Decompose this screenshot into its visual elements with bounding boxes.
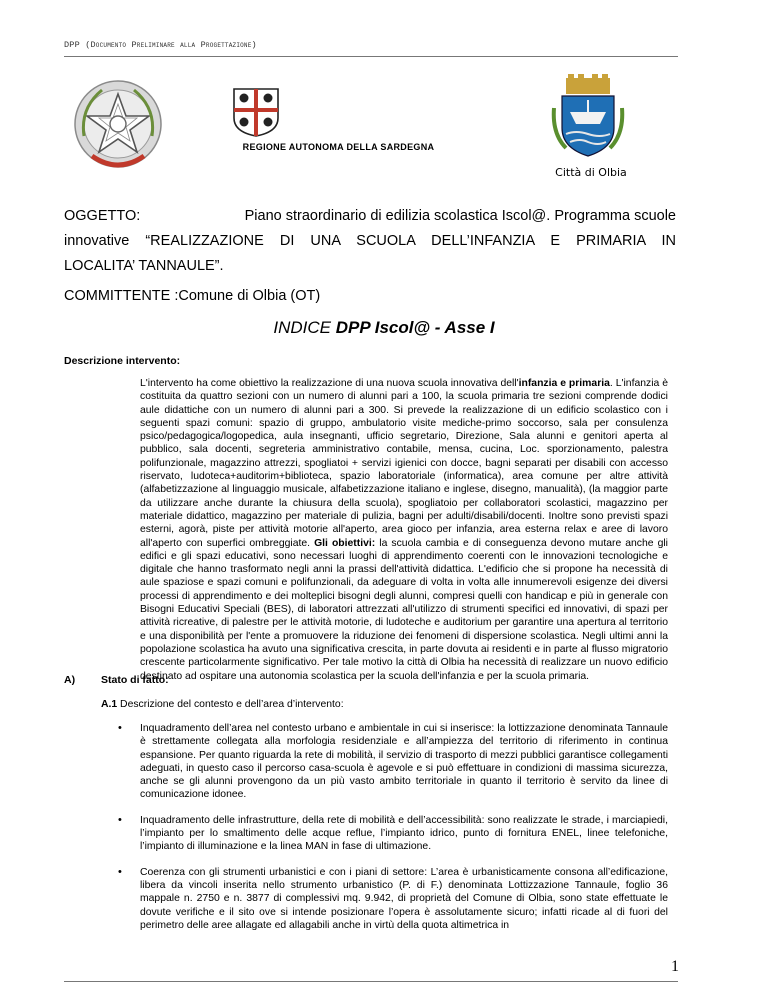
citta-di-olbia-logo xyxy=(548,74,634,179)
section-a-heading: Stato di fatto: xyxy=(101,674,169,686)
oggetto-label: OGGETTO: xyxy=(64,208,141,224)
olbia-coat-of-arms-icon xyxy=(548,74,628,164)
descrizione-paragraph: L'intervento ha come obiettivo la realizzazione di una nuova scuola innovativa dell'infanzia e primaria. L'infanzia è costituita da quattro sezioni con un numero di alunni pari a 100, la scuola primaria tre sezioni comprende dodici aule didattiche con un numero di alunni pari a 300. Si prevede la realizzazione di un edificio scolastico con i seguenti spazi comuni: spazio di gruppo, ambulatorio visite mediche-primo soccorso, sala per consulenza psico/pedagogica/logopedica, aula insegnanti, ufficio segretario, Direzione, Sala alunni e genitori aperta al pubblico, sala docenti, segreteria amministrativo contabile, mensa, cucina, Loc. sporzionamento, palestra polifunzionale, magazzino attrezzi, spogliatoi + servizi igienici con docce, bagni separati per disabili con accesso riservato, ludoteca+auditorim+biblioteca, spazio laboratoriale (informatica), area comune per altre attività (alfabetizzazione al linguaggio musicale, alfabetizzazione italiano e inglese, disegno, manualità), (la maggior parte da utilizzare anche durante la chiusura della scuola), spogliatoio per collaboratori scolastici, magazzino per materiale didattico, magazzino per materiale di pulizia, bagni per adulti/disabili/docenti. Inoltre sono previsti spazi esterni, agorà, piste per attività motorie all'aperto, area gioco per infanzia, area esterna relax e aree di lavoro all'aperto con superfici ombreggiate. Gli obiettivi: la scuola cambia e di conseguenza devono mutare anche gli edifici e gli spazi educativi, sono necessari luoghi di apprendimento coerenti con le innovazioni tecnologiche e digitale che hanno trasformato negli anni la prassi dell'attività didattica. L'edificio che si propone ha necessità di aule spaziose e spazi comuni e polifunzionali, da adeguare di volta in volta alle innumerevoli esigenze dei diversi processi di apprendimento e dei molteplici bisogni degli alunni, compresi quelli con handicap e più in generale con Bisogni Educativi Speciali (BES), di laboratori attrezzati all'utilizzo di strumenti specifici ed innovativi, di spazi per attività ricreative, di palestre per le attività motorie, di ludoteche e auditorium per garantire una apertura al territorio e una disponibilità per l'ente a promuovere la riduzione dei fenomeni di dispersione scolastica. Negli ultimi anni la popolazione scolastica ha avuto una significativa crescita, in parte dovuta ai residenti e in parte al flusso migratorio crescente particolarmente significativo. Per tale motivo la città di Olbia ha necessità di realizzare un nuovo edificio destinato ad ospitare una autonomia scolastica per la scuola dell'infanzia e per la scuola primaria. xyxy=(140,378,668,682)
sardegna-shield-icon xyxy=(231,86,281,138)
oggetto-line: innovative “REALIZZAZIONE DI UNA SCUOLA DELL’INFANZIA E PRIMARIA IN xyxy=(64,233,676,249)
section-a-letter: A) xyxy=(64,674,76,686)
regione-sardegna-logo xyxy=(231,86,446,152)
header-divider xyxy=(64,56,678,57)
list-item: • Inquadramento dell’area nel contesto urbano e ambientale in cui si inserisce: la lottizzazione denominata Tannaule è strettamente collegata alla morfologia residenziale e all’ampiezza del territorio di riferimento in continua espansione. Per quanto riguarda la rete di mobilità, il servizio di trasporto di mezzi pubblici garantisce collegamenti adeguati, in questo caso il percorso casa-scuola è agevole e si può effettuare in condizioni di massima sicurezza, anche se gli alunni provengono da un più vasto ambito territoriale in quanto il territorio è servito da linee di comunicazione idonee. xyxy=(140,722,668,802)
oggetto-text: Piano straordinario di edilizia scolastica Iscol@. Programma scuole xyxy=(244,208,676,224)
footer-divider xyxy=(64,981,678,982)
sardegna-caption: REGIONE AUTONOMA DELLA SARDEGNA xyxy=(242,142,435,152)
list-item: • Coerenza con gli strumenti urbanistici e con i piani di settore: L’area è urbanisticamente consona all’edificazione, libera da vincoli inserita nello strumento urbanistico (P. di F.) denominata Lottizzazione Tannaule, foglio 36 mappale n. 2750 e n. 3877 di complessivi mq. 9.942, di proprietà del Comune di Olbia, sono state effettuate le dovute verifiche e il sito ove si intende posizionare l’opera è assolutamente sicuro; infatti ricade al di fuori del perimetro delle aree allagate ed allagabili anche in virtù della quota altimetrica in xyxy=(140,866,668,932)
oggetto-block xyxy=(64,204,676,279)
repubblica-italiana-emblem-icon xyxy=(72,78,164,170)
context-bullet-list xyxy=(140,722,668,944)
olbia-caption: Città di Olbia xyxy=(555,166,627,179)
committente: COMMITTENTE :Comune di Olbia (OT) xyxy=(64,288,321,304)
index-title xyxy=(0,318,768,338)
index-prefix: INDICE xyxy=(273,318,336,337)
index-title-bold: DPP Iscol@ - Asse I xyxy=(335,318,495,337)
a1-heading: A.1 Descrizione del contesto e dell’area d’intervento: xyxy=(101,699,344,710)
running-header: DPP (Documento Preliminare alla Progettazione) xyxy=(64,40,257,50)
oggetto-line: LOCALITA’ TANNAULE”. xyxy=(64,258,224,274)
page-number: 1 xyxy=(671,958,679,975)
descrizione-heading: Descrizione intervento: xyxy=(64,355,181,367)
list-item: • Inquadramento delle infrastrutture, della rete di mobilità e dell’accessibilità: sono realizzate le strade, i marciapiedi, l’impianto per lo smaltimento delle acque reflue, l’impianto idrico, punto di fornitura ENEL, linee telefoniche, l’impianto di illuminazione e la linea MAN in fase di ultimazione. xyxy=(140,814,668,854)
